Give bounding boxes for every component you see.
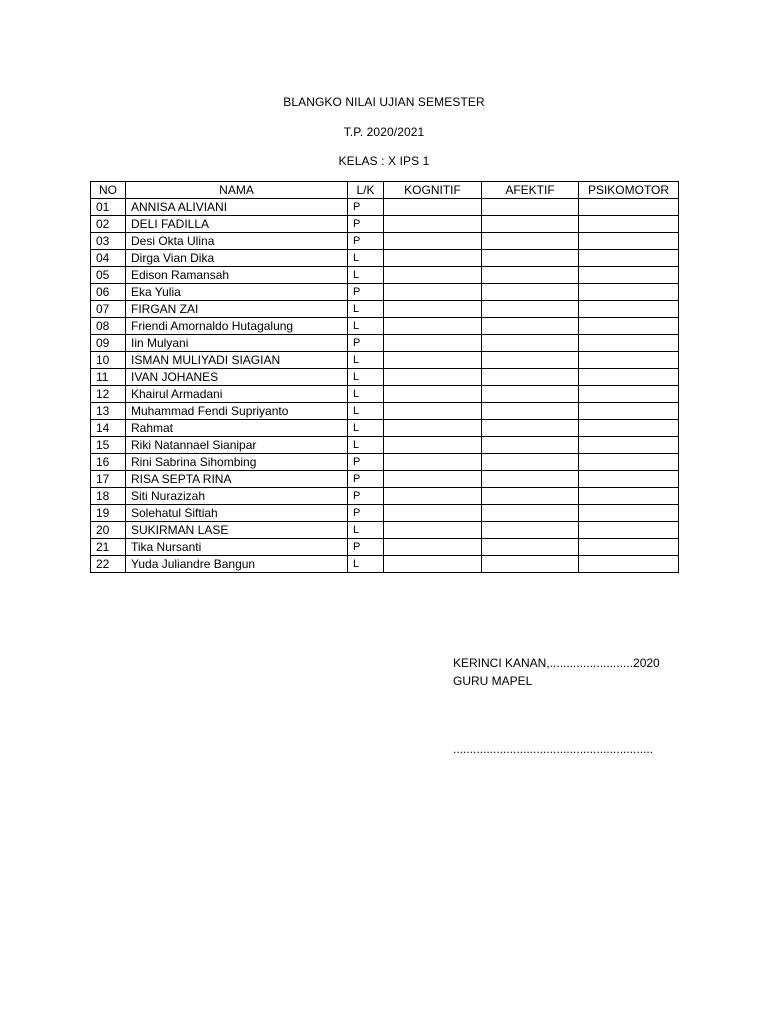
signature-place-date: KERINCI KANAN,.........................2020 [453, 656, 660, 670]
cell-lk: P [348, 335, 384, 352]
cell-psikomotor [579, 199, 679, 216]
cell-no: 09 [91, 335, 126, 352]
cell-afektif [482, 556, 579, 573]
cell-afektif [482, 250, 579, 267]
grades-table [90, 181, 679, 573]
cell-kognitif [384, 420, 482, 437]
cell-no: 18 [91, 488, 126, 505]
cell-afektif [482, 352, 579, 369]
cell-nama: Khairul Armadani [126, 386, 348, 403]
table-row [91, 437, 679, 454]
cell-kognitif [384, 471, 482, 488]
cell-kognitif [384, 318, 482, 335]
cell-nama: Eka Yulia [126, 284, 348, 301]
cell-lk: L [348, 420, 384, 437]
cell-psikomotor [579, 420, 679, 437]
cell-nama: Yuda Juliandre Bangun [126, 556, 348, 573]
cell-no: 13 [91, 403, 126, 420]
document-title: BLANGKO NILAI UJIAN SEMESTER [283, 95, 485, 109]
cell-no: 03 [91, 233, 126, 250]
cell-nama: Desi Okta Ulina [126, 233, 348, 250]
cell-kognitif [384, 437, 482, 454]
cell-nama: Muhammad Fendi Supriyanto [126, 403, 348, 420]
cell-lk: L [348, 352, 384, 369]
cell-afektif [482, 420, 579, 437]
cell-psikomotor [579, 335, 679, 352]
cell-lk: P [348, 488, 384, 505]
cell-kognitif [384, 369, 482, 386]
cell-nama: IVAN JOHANES [126, 369, 348, 386]
cell-afektif [482, 505, 579, 522]
cell-nama: ISMAN MULIYADI SIAGIAN [126, 352, 348, 369]
table-row [91, 233, 679, 250]
cell-no: 07 [91, 301, 126, 318]
table-body [91, 199, 679, 573]
cell-no: 05 [91, 267, 126, 284]
cell-psikomotor [579, 403, 679, 420]
cell-nama: FIRGAN ZAI [126, 301, 348, 318]
cell-no: 21 [91, 539, 126, 556]
cell-no: 14 [91, 420, 126, 437]
table-row [91, 352, 679, 369]
cell-kognitif [384, 250, 482, 267]
cell-nama: Rini Sabrina Sihombing [126, 454, 348, 471]
cell-lk: L [348, 437, 384, 454]
cell-psikomotor [579, 386, 679, 403]
cell-afektif [482, 199, 579, 216]
cell-nama: Siti Nurazizah [126, 488, 348, 505]
cell-kognitif [384, 386, 482, 403]
cell-no: 17 [91, 471, 126, 488]
cell-kognitif [384, 301, 482, 318]
cell-kognitif [384, 403, 482, 420]
cell-afektif [482, 369, 579, 386]
cell-lk: L [348, 386, 384, 403]
cell-no: 08 [91, 318, 126, 335]
cell-kognitif [384, 216, 482, 233]
table-row [91, 403, 679, 420]
cell-kognitif [384, 505, 482, 522]
cell-nama: Friendi Amornaldo Hutagalung [126, 318, 348, 335]
cell-afektif [482, 403, 579, 420]
cell-nama: Edison Ramansah [126, 267, 348, 284]
cell-psikomotor [579, 233, 679, 250]
table-row [91, 267, 679, 284]
cell-afektif [482, 267, 579, 284]
cell-no: 11 [91, 369, 126, 386]
cell-psikomotor [579, 556, 679, 573]
cell-afektif [482, 301, 579, 318]
table-row [91, 199, 679, 216]
cell-afektif [482, 488, 579, 505]
cell-lk: L [348, 403, 384, 420]
table-header-row [91, 182, 679, 199]
cell-psikomotor [579, 301, 679, 318]
cell-no: 15 [91, 437, 126, 454]
cell-afektif [482, 318, 579, 335]
header-lk: L/K [348, 182, 384, 199]
header-afektif: AFEKTIF [482, 182, 579, 199]
cell-afektif [482, 386, 579, 403]
cell-kognitif [384, 454, 482, 471]
cell-psikomotor [579, 488, 679, 505]
table-row [91, 505, 679, 522]
table-row [91, 522, 679, 539]
cell-lk: P [348, 505, 384, 522]
header-nama: NAMA [126, 182, 348, 199]
cell-afektif [482, 539, 579, 556]
cell-kognitif [384, 488, 482, 505]
cell-psikomotor [579, 505, 679, 522]
cell-kognitif [384, 522, 482, 539]
cell-afektif [482, 454, 579, 471]
header-psikomotor: PSIKOMOTOR [579, 182, 679, 199]
signature-role: GURU MAPEL [453, 674, 533, 688]
cell-afektif [482, 437, 579, 454]
signature-name-line: ............................................................ [453, 742, 654, 756]
cell-afektif [482, 216, 579, 233]
cell-no: 06 [91, 284, 126, 301]
cell-nama: ANNISA ALIVIANI [126, 199, 348, 216]
cell-nama: Iin Mulyani [126, 335, 348, 352]
table-row [91, 420, 679, 437]
cell-lk: L [348, 267, 384, 284]
cell-lk: L [348, 522, 384, 539]
cell-afektif [482, 335, 579, 352]
cell-nama: RISA SEPTA RINA [126, 471, 348, 488]
cell-psikomotor [579, 539, 679, 556]
cell-nama: Solehatul Siftiah [126, 505, 348, 522]
cell-no: 16 [91, 454, 126, 471]
cell-no: 12 [91, 386, 126, 403]
cell-psikomotor [579, 471, 679, 488]
academic-year: T.P. 2020/2021 [343, 125, 425, 139]
cell-psikomotor [579, 267, 679, 284]
cell-kognitif [384, 233, 482, 250]
table-row [91, 335, 679, 352]
cell-nama: DELI FADILLA [126, 216, 348, 233]
cell-no: 04 [91, 250, 126, 267]
table-row [91, 318, 679, 335]
table-row [91, 454, 679, 471]
table-row [91, 369, 679, 386]
cell-no: 19 [91, 505, 126, 522]
cell-kognitif [384, 539, 482, 556]
table-row [91, 250, 679, 267]
cell-lk: P [348, 199, 384, 216]
cell-lk: P [348, 454, 384, 471]
cell-kognitif [384, 267, 482, 284]
cell-psikomotor [579, 369, 679, 386]
cell-afektif [482, 522, 579, 539]
cell-lk: P [348, 216, 384, 233]
cell-no: 22 [91, 556, 126, 573]
cell-psikomotor [579, 216, 679, 233]
cell-kognitif [384, 556, 482, 573]
table-row [91, 556, 679, 573]
cell-psikomotor [579, 437, 679, 454]
cell-kognitif [384, 335, 482, 352]
cell-psikomotor [579, 284, 679, 301]
cell-kognitif [384, 284, 482, 301]
cell-psikomotor [579, 250, 679, 267]
cell-lk: P [348, 539, 384, 556]
cell-kognitif [384, 352, 482, 369]
cell-no: 01 [91, 199, 126, 216]
cell-lk: L [348, 318, 384, 335]
cell-lk: L [348, 301, 384, 318]
cell-psikomotor [579, 454, 679, 471]
table-row [91, 539, 679, 556]
cell-kognitif [384, 199, 482, 216]
class-label: KELAS : X IPS 1 [338, 154, 430, 168]
cell-lk: P [348, 471, 384, 488]
table-row [91, 471, 679, 488]
cell-nama: Rahmat [126, 420, 348, 437]
cell-lk: P [348, 284, 384, 301]
cell-lk: L [348, 556, 384, 573]
table-row [91, 386, 679, 403]
cell-lk: P [348, 233, 384, 250]
table-row [91, 216, 679, 233]
cell-afektif [482, 471, 579, 488]
header-kognitif: KOGNITIF [384, 182, 482, 199]
cell-psikomotor [579, 522, 679, 539]
cell-psikomotor [579, 318, 679, 335]
cell-lk: L [348, 250, 384, 267]
cell-nama: Riki Natannael Sianipar [126, 437, 348, 454]
cell-lk: L [348, 369, 384, 386]
cell-nama: SUKIRMAN LASE [126, 522, 348, 539]
cell-afektif [482, 284, 579, 301]
table-row [91, 284, 679, 301]
cell-afektif [482, 233, 579, 250]
cell-no: 20 [91, 522, 126, 539]
cell-nama: Tika Nursanti [126, 539, 348, 556]
cell-psikomotor [579, 352, 679, 369]
header-no: NO [91, 182, 126, 199]
table-row [91, 488, 679, 505]
cell-nama: Dirga Vian Dika [126, 250, 348, 267]
cell-no: 10 [91, 352, 126, 369]
cell-no: 02 [91, 216, 126, 233]
table-row [91, 301, 679, 318]
